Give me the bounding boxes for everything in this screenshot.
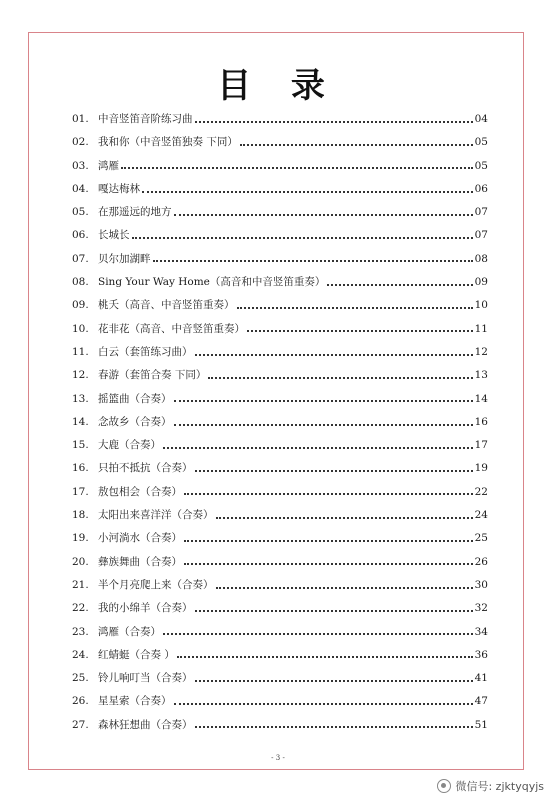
toc-entry-number: 04. bbox=[72, 182, 89, 195]
toc-entry[interactable] bbox=[72, 388, 488, 411]
dot-leader bbox=[237, 307, 473, 309]
toc-entry[interactable] bbox=[72, 131, 488, 154]
toc-entry-page: 34 bbox=[474, 625, 488, 638]
toc-entry-page: 05 bbox=[474, 136, 488, 149]
page-number-footer: - 3 - bbox=[271, 754, 285, 762]
toc-entry-title: 花非花（高音、中音竖笛重奏） bbox=[98, 322, 245, 335]
toc-entry-page: 11 bbox=[474, 322, 488, 335]
toc-entry-title: 在那遥远的地方 bbox=[98, 206, 172, 219]
toc-entry-title: 摇篮曲（合奏） bbox=[98, 392, 172, 405]
toc-entry-title: 嘎达梅林 bbox=[98, 182, 140, 195]
toc-entry-number: 20. bbox=[72, 555, 89, 568]
toc-entry-title: Sing Your Way Home（高音和中音竖笛重奏） bbox=[98, 276, 326, 289]
toc-entry[interactable] bbox=[72, 644, 488, 667]
toc-entry-title: 鸿雁 bbox=[98, 159, 119, 172]
toc-entry-page: 36 bbox=[474, 648, 488, 661]
dot-leader bbox=[195, 354, 473, 356]
toc-entry-number: 14. bbox=[72, 415, 89, 428]
toc-entry-number: 17. bbox=[72, 485, 89, 498]
toc-entry[interactable] bbox=[72, 411, 488, 434]
toc-entry-page: 22 bbox=[474, 485, 488, 498]
toc-entry-number: 11. bbox=[72, 345, 89, 358]
toc-entry[interactable] bbox=[72, 574, 488, 597]
toc-entry-title: 念故乡（合奏） bbox=[98, 415, 172, 428]
toc-entry-number: 06. bbox=[72, 229, 89, 242]
toc-entry-page: 47 bbox=[474, 695, 488, 708]
toc-entry-page: 08 bbox=[474, 252, 488, 265]
toc-entry[interactable] bbox=[72, 690, 488, 713]
toc-entry-title: 长城长 bbox=[98, 229, 130, 242]
toc-entry-page: 10 bbox=[474, 299, 488, 312]
toc-entry-page: 41 bbox=[474, 672, 488, 685]
dot-leader bbox=[121, 167, 473, 169]
toc-entry-title: 星星索（合奏） bbox=[98, 695, 172, 708]
dot-leader bbox=[153, 260, 473, 262]
toc-entry-number: 23. bbox=[72, 625, 89, 638]
dot-leader bbox=[174, 214, 473, 216]
toc-entry[interactable] bbox=[72, 155, 488, 178]
toc-entry[interactable] bbox=[72, 224, 488, 247]
toc-entry-number: 25. bbox=[72, 672, 89, 685]
toc-entry-number: 24. bbox=[72, 648, 89, 661]
toc-entry-title: 敖包相会（合奏） bbox=[98, 485, 182, 498]
wechat-icon bbox=[437, 779, 451, 793]
toc-entry-page: 05 bbox=[474, 159, 488, 172]
toc-entry-number: 05. bbox=[72, 206, 89, 219]
toc-entry-number: 26. bbox=[72, 695, 89, 708]
toc-entry[interactable] bbox=[72, 527, 488, 550]
toc-entry-number: 21. bbox=[72, 578, 89, 591]
toc-entry-number: 01. bbox=[72, 113, 89, 125]
toc-entry-title: 太阳出来喜洋洋（合奏） bbox=[98, 509, 214, 522]
dot-leader bbox=[240, 144, 473, 146]
toc-entry[interactable] bbox=[72, 434, 488, 457]
dot-leader bbox=[247, 330, 473, 332]
toc-entry[interactable] bbox=[72, 271, 488, 294]
toc-entry[interactable] bbox=[72, 597, 488, 620]
toc-entry-page: 17 bbox=[474, 439, 488, 452]
toc-entry-title: 铃儿响叮当（合奏） bbox=[98, 672, 193, 685]
toc-entry[interactable] bbox=[72, 201, 488, 224]
toc-entry[interactable] bbox=[72, 504, 488, 527]
dot-leader bbox=[184, 493, 473, 495]
dot-leader bbox=[132, 237, 473, 239]
toc-entry[interactable] bbox=[72, 318, 488, 341]
toc-entry-page: 07 bbox=[474, 229, 488, 242]
toc-entry-number: 08. bbox=[72, 276, 89, 289]
toc-entry-title: 贝尔加湖畔 bbox=[98, 252, 151, 265]
toc-entry-page: 25 bbox=[474, 532, 488, 545]
toc-entry-page: 09 bbox=[474, 276, 488, 289]
toc-entry-title: 森林狂想曲（合奏） bbox=[98, 718, 193, 731]
toc-entry-page: 30 bbox=[474, 578, 488, 591]
dot-leader bbox=[177, 656, 473, 658]
toc-entry-number: 10. bbox=[72, 322, 89, 335]
dot-leader bbox=[208, 377, 472, 379]
toc-entry[interactable] bbox=[72, 551, 488, 574]
dot-leader bbox=[142, 191, 473, 193]
dot-leader bbox=[174, 400, 473, 402]
toc-entry-title: 半个月亮爬上来（合奏） bbox=[98, 578, 214, 591]
toc-entry-number: 18. bbox=[72, 509, 89, 522]
toc-entry-page: 24 bbox=[474, 509, 488, 522]
toc-entry-number: 19. bbox=[72, 532, 89, 545]
toc-entry-page: 16 bbox=[474, 415, 488, 428]
toc-entry-page: 13 bbox=[474, 369, 488, 382]
toc-entry-number: 12. bbox=[72, 369, 89, 382]
dot-leader bbox=[195, 470, 473, 472]
dot-leader bbox=[184, 563, 473, 565]
toc-entry-number: 07. bbox=[72, 252, 89, 265]
wechat-watermark bbox=[437, 778, 544, 794]
toc-entry[interactable] bbox=[72, 481, 488, 504]
dot-leader bbox=[216, 587, 473, 589]
toc-entry-page: 06 bbox=[474, 182, 488, 195]
toc-entry-title: 小河淌水（合奏） bbox=[98, 532, 182, 545]
toc-entry-number: 27. bbox=[72, 718, 89, 731]
toc-entry[interactable] bbox=[72, 364, 488, 387]
toc-entry-number: 16. bbox=[72, 462, 89, 475]
toc-entry[interactable] bbox=[72, 341, 488, 364]
dot-leader bbox=[195, 680, 473, 682]
toc-entry-page: 32 bbox=[474, 602, 488, 615]
toc-entry-title: 中音竖笛音阶练习曲 bbox=[98, 113, 193, 125]
toc-entry-page: 04 bbox=[474, 113, 488, 125]
toc-entry-page: 19 bbox=[474, 462, 488, 475]
dot-leader bbox=[195, 610, 473, 612]
dot-leader bbox=[163, 633, 473, 635]
toc-entry-page: 26 bbox=[474, 555, 488, 568]
toc-entry-number: 02. bbox=[72, 136, 89, 149]
dot-leader bbox=[163, 447, 473, 449]
toc-entry[interactable] bbox=[72, 108, 488, 131]
dot-leader bbox=[216, 517, 473, 519]
toc-entry-title: 我和你（中音竖笛独奏 下同） bbox=[98, 136, 238, 149]
toc-entry-title: 红蜻蜓（合奏 ） bbox=[98, 648, 175, 661]
toc-entry-title: 桃夭（高音、中音竖笛重奏） bbox=[98, 299, 235, 312]
watermark-text: 微信号: zjktyqyjs bbox=[455, 780, 544, 793]
dot-leader bbox=[195, 726, 473, 728]
toc-entry-page: 07 bbox=[474, 206, 488, 219]
toc-entry-title: 大鹿（合奏） bbox=[98, 439, 161, 452]
dot-leader bbox=[195, 121, 473, 123]
toc-entry-title: 彝族舞曲（合奏） bbox=[98, 555, 182, 568]
toc-entry-number: 15. bbox=[72, 439, 89, 452]
toc-entry-number: 03. bbox=[72, 159, 89, 172]
dot-leader bbox=[174, 703, 473, 705]
toc-entry-number: 22. bbox=[72, 602, 89, 615]
dot-leader bbox=[184, 540, 473, 542]
toc-entry[interactable] bbox=[72, 294, 488, 317]
toc-entry[interactable] bbox=[72, 667, 488, 690]
toc-entry-title: 春游（套笛合奏 下同） bbox=[98, 369, 207, 382]
toc-entry-page: 14 bbox=[474, 392, 488, 405]
toc-entry[interactable] bbox=[72, 457, 488, 480]
toc-entry-page: 12 bbox=[474, 345, 488, 358]
toc-entry-title: 白云（套笛练习曲） bbox=[98, 345, 193, 358]
toc-entry[interactable] bbox=[72, 714, 488, 737]
page-title: 目 录 bbox=[217, 66, 339, 106]
toc-entry-title: 鸿雁（合奏） bbox=[98, 625, 161, 638]
toc-entry-page: 51 bbox=[474, 718, 488, 731]
dot-leader bbox=[174, 424, 473, 426]
dot-leader bbox=[327, 284, 472, 286]
toc-entry-number: 09. bbox=[72, 299, 89, 312]
table-of-contents bbox=[72, 108, 488, 737]
toc-entry-title: 只拍不抵抗（合奏） bbox=[98, 462, 193, 475]
toc-entry-number: 13. bbox=[72, 392, 89, 405]
toc-entry[interactable] bbox=[72, 248, 488, 271]
toc-entry-title: 我的小绵羊（合奏） bbox=[98, 602, 193, 615]
toc-entry[interactable] bbox=[72, 178, 488, 201]
toc-entry[interactable] bbox=[72, 621, 488, 644]
